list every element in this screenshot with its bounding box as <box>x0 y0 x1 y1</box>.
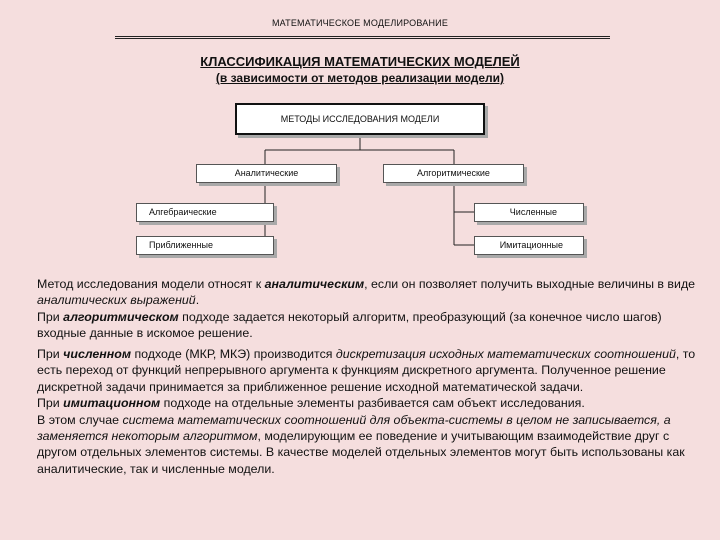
text-line <box>37 412 707 478</box>
text-span: При <box>37 347 64 361</box>
box-approximate-label: Приближенные <box>149 240 213 250</box>
slide-header <box>0 0 720 40</box>
box-research-methods <box>235 103 485 135</box>
text-line <box>37 395 707 411</box>
term-discretization: дискретизация исходных математических соотношений <box>335 347 676 361</box>
box-algebraic-label: Алгебраические <box>149 207 217 217</box>
page-subtitle: (в зависимости от методов реализации модели) <box>215 71 505 85</box>
text-span: В этом случае <box>37 412 123 427</box>
term-analytic: аналитическим <box>264 277 365 291</box>
text-span: , если он позволяет получить выходные величины в виде <box>364 277 696 291</box>
box-algorithmic-label: Алгоритмические <box>417 168 490 178</box>
header-title: МАТЕМАТИЧЕСКОЕ МОДЕЛИРОВАНИЕ <box>271 18 449 28</box>
text-span: , то есть переход от функций непрерывного аргумента к функциям дискретного аргумента. Полученное решение дискретной задачи принимается за приближенное решение исходной математической задачи. <box>37 347 696 394</box>
box-algorithmic <box>383 164 524 183</box>
text-line <box>37 276 707 309</box>
box-analytic-label: Аналитические <box>234 168 299 178</box>
term-numeric: численном <box>63 347 131 361</box>
paragraph-analytic-algorithmic <box>37 276 707 342</box>
box-imitation-label: Имитационные <box>499 240 563 250</box>
text-line <box>37 309 707 342</box>
text-span: подходе (МКР, МКЭ) производится <box>131 347 336 361</box>
page-title: КЛАССИФИКАЦИЯ МАТЕМАТИЧЕСКИХ МОДЕЛЕЙ <box>200 54 520 69</box>
box-approximate <box>136 236 274 255</box>
box-algebraic <box>136 203 274 222</box>
box-numeric <box>474 203 584 222</box>
text-span: подходе задается некоторый алгоритм, преобразующий (за конечное число шагов) входные данные в искомое решение. <box>37 309 662 341</box>
box-analytic <box>196 164 337 183</box>
text-span: Метод исследования модели относят к <box>37 277 265 291</box>
term-system-replaced: система математических соотношений для объекта-системы в целом не записывается, а заменяется некоторым алгоритмом <box>37 412 671 444</box>
box-research-methods-label: МЕТОДЫ ИССЛЕДОВАНИЯ МОДЕЛИ <box>280 114 440 124</box>
text-span: . <box>195 293 200 308</box>
text-span: подходе на отдельные элементы разбивается сам объект исследования. <box>160 396 585 411</box>
text-span: , моделирующим ее поведение и учитывающим взаимодействие друг с другом отдельных элементов системы. В качестве моделей отдельных элементов могут быть использованы как аналитические, так и численные модели. <box>37 429 685 476</box>
term-imitation: имитационном <box>63 396 161 411</box>
header-divider <box>115 36 610 39</box>
term-algorithmic: алгоритмическом <box>63 309 179 324</box>
text-span: При <box>37 396 64 411</box>
box-numeric-label: Численные <box>509 207 557 217</box>
text-span: При <box>37 309 64 324</box>
term-analytic-expressions: аналитических выражений <box>37 293 196 308</box>
paragraph-numeric-imitation <box>37 346 707 477</box>
box-imitation <box>474 236 584 255</box>
text-line <box>37 346 707 395</box>
